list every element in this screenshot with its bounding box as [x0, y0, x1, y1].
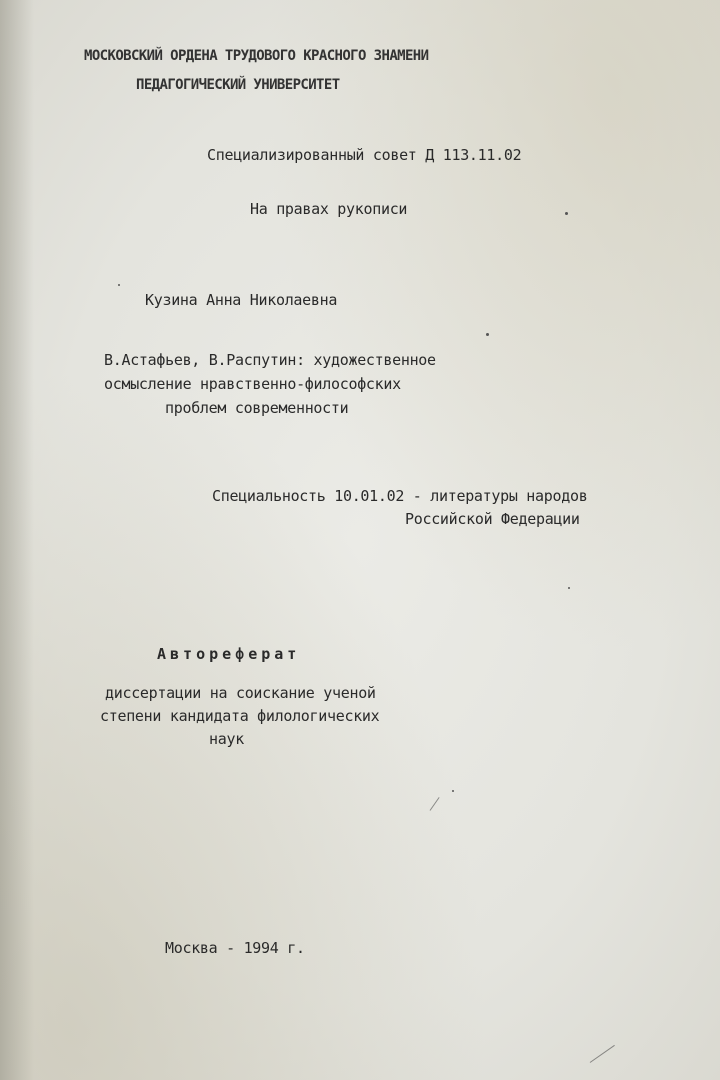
manuscript-note: На правах рукописи	[250, 200, 408, 218]
paper-speck	[568, 587, 570, 589]
abstract-heading: Автореферат	[157, 645, 301, 663]
title-line2: осмысление нравственно-философских	[104, 375, 401, 393]
council-line: Специализированный совет Д 113.11.02	[207, 146, 522, 164]
abstract-line1: диссертации на соискание ученой	[105, 684, 376, 702]
author-name: Кузина Анна Николаевна	[145, 291, 338, 309]
city-year-footer: Москва - 1994 г.	[165, 939, 305, 957]
paper-speck	[565, 212, 568, 215]
title-line3: проблем современности	[165, 399, 349, 417]
paper-scratch	[590, 1045, 615, 1063]
abstract-line2: степени кандидата филологических	[100, 707, 380, 725]
university-name-line2: ПЕДАГОГИЧЕСКИЙ УНИВЕРСИТЕТ	[136, 77, 340, 93]
paper-speck	[486, 333, 489, 336]
university-name-line1: МОСКОВСКИЙ ОРДЕНА ТРУДОВОГО КРАСНОГО ЗНАМЕНИ	[84, 48, 429, 64]
paper-shadow-edge	[0, 0, 34, 1080]
specialty-line2: Российской Федерации	[405, 510, 580, 528]
specialty-line1: Специальность 10.01.02 - литературы народов	[212, 487, 588, 505]
paper-scratch	[430, 797, 440, 811]
paper-speck	[452, 790, 454, 792]
abstract-line3: наук	[209, 730, 244, 748]
paper-speck	[118, 284, 120, 286]
title-line1: В.Астафьев, В.Распутин: художественное	[104, 351, 436, 369]
